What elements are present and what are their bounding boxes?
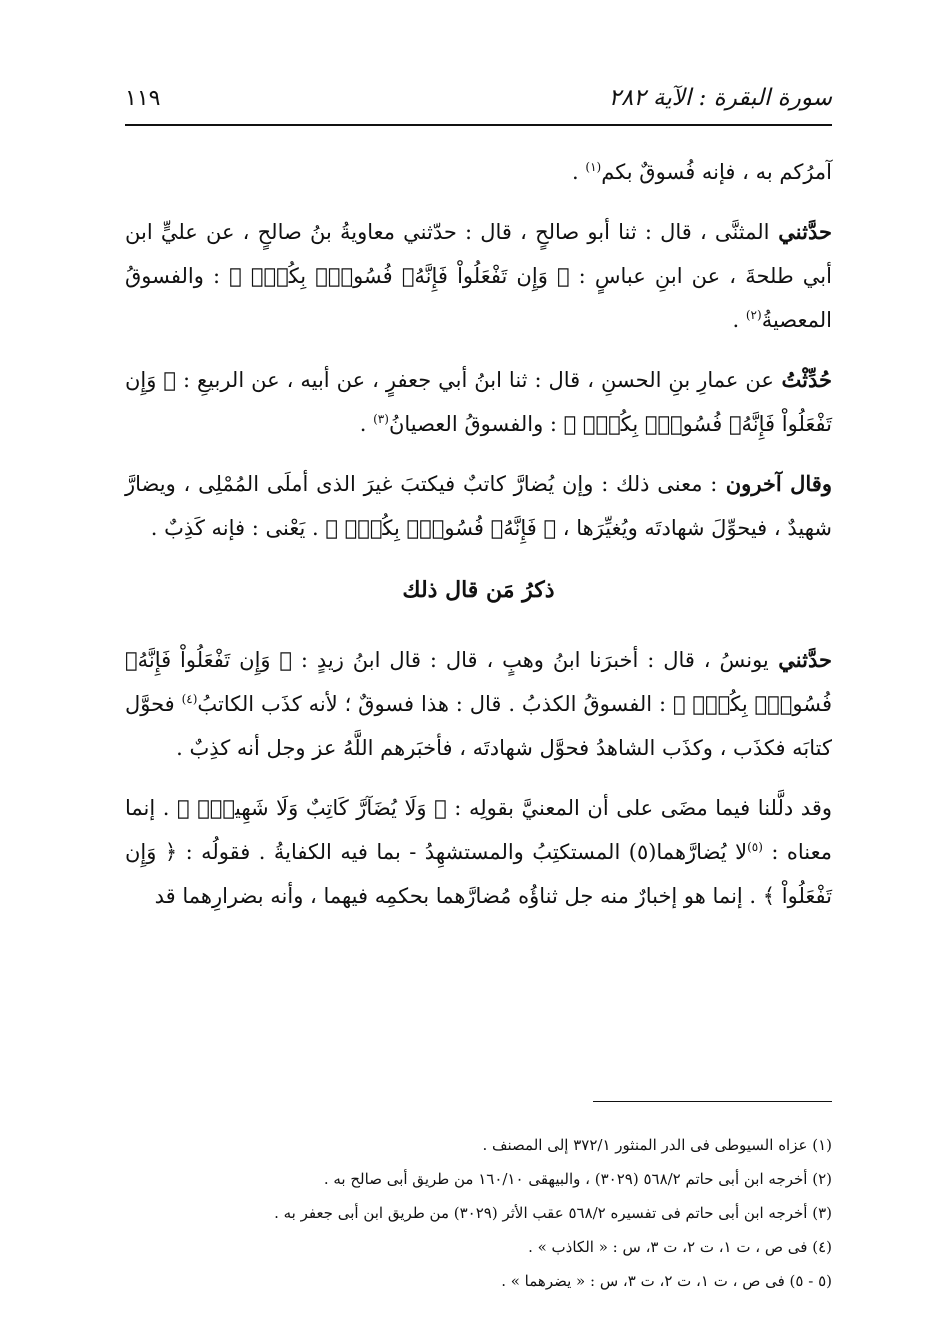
- footnote: (٥ - ٥) فى ص ، ت ١، ت ٢، ت ٣، س : « يضرهما » .: [501, 1272, 832, 1290]
- paragraph: [125, 462, 832, 550]
- footnote-rule: [593, 1101, 832, 1102]
- paragraph-text: وقد دلَّلنا فيما مضَى على أن المعنيَّ بقولِه : ﴿ وَلَا يُضَآرَّ كَاتِبٌ وَلَا شَهِيدٌۚ ﴾ . إنما معناه :: [125, 796, 832, 864]
- paragraph-text: المثنَّى ، قال : ثنا أبو صالحٍ ، قال : حدّثني معاويةُ بنُ صالحٍ ، عن عليٍّ ابن أبي طلحةَ ، عن ابنِ عباسٍ : ﴿ وَإِن تَفْعَلُواْ فَإِنَّهُۥ فُسُوقٌۢ بِكُمْۗ ﴾ : والفسوقُ المعصيةُ: [125, 220, 832, 332]
- paragraph-tail: .: [732, 308, 746, 332]
- paragraph: [125, 358, 832, 446]
- paragraph-tail: فحوَّل كتابَه فكذَب ، وكذَب الشاهدُ فحوَّل شهادتَه ، فأخبَرهم اللَّهُ عز وجل أنه كذِبٌ .: [125, 692, 832, 760]
- page-header: [125, 78, 832, 118]
- paragraph-lead: حدَّثني: [769, 219, 832, 244]
- footnote-mark: (٥): [747, 840, 763, 854]
- paragraph: [125, 150, 832, 194]
- paragraph-text: : معنى ذلك : وإن يُضارَّ كاتبٌ فيكتبَ غيرَ الذى أملَى المُمْلِى ، ويضارَّ شهيدٌ ، فيحوِّلَ شهادتَه ويُغيِّرَها ، ﴿ فَإِنَّهُۥ فُسُوقٌۢ بِكُمْۗ ﴾ . يَعْنى : فإنه كَذِبٌ .: [125, 472, 832, 540]
- page-number: ١١٩: [125, 85, 161, 111]
- footnotes: [125, 1128, 832, 1298]
- paragraph: [125, 638, 832, 770]
- paragraph-lead: حُدِّثْتُ: [773, 367, 832, 392]
- paragraph: [125, 786, 832, 918]
- footnote-mark: (٣): [373, 412, 389, 426]
- paragraph-tail: .: [359, 412, 374, 436]
- footnote: (٣) أخرجه ابن أبى حاتم فى تفسيره ٥٦٨/٢ عقب الأثر (٣٠٢٩) من طريق ابن أبى جعفر به .: [274, 1204, 832, 1222]
- main-text: [125, 150, 832, 934]
- footnote: (٤) فى ص ، ت ١، ت ٢، ت ٣، س : « الكاذب » .: [528, 1238, 832, 1256]
- section-heading: ذكرُ مَن قال ذلك: [402, 577, 555, 603]
- paragraph: [125, 210, 832, 342]
- paragraph-text: يونسُ ، قال : أخبرَنا ابنُ وهبٍ ، قال : قال ابنُ زيدٍ : ﴿ وَإِن تَفْعَلُواْ فَإِنَّهُۥ فُسُوقٌۢ بِكُمْۗ ﴾ : الفسوقُ الكذبُ . قال : هذا فسوقٌ ؛ لأنه كذَب الكاتبُ: [125, 648, 832, 716]
- footnote-mark: (٢): [745, 308, 762, 322]
- paragraph-tail: .: [572, 160, 586, 184]
- paragraph-lead: حدَّثني: [768, 647, 832, 672]
- footnote: (٢) أخرجه ابن أبى حاتم ٥٦٨/٢ (٣٠٢٩) ، والبيهقى ١٦٠/١٠ من طريق أبى صالح به .: [323, 1170, 832, 1188]
- footnote-mark: (٤): [181, 692, 198, 706]
- running-head: سورة البقرة : الآية ٢٨٢: [608, 85, 832, 111]
- paragraph-text: آمرُكم به ، فإنه فُسوقٌ بكم: [601, 160, 832, 184]
- paragraph-tail: لا يُضارَّهما(٥) المستكتِبُ والمستشهِدُ - بما فيه الكفايةُ . فقولُه : ﴿ وَإِن تَفْعَلُواْ ﴾ . إنما هو إخبارٌ منه جل ثناؤُه مُضارَّهما بحكمِه فيهما ، وأنه بضرارِهما قد: [125, 840, 832, 908]
- footnote: (١) عزاه السيوطى فى الدر المنثور ٣٧٢/١ إلى المصنف .: [482, 1136, 832, 1154]
- paragraph-text: عن عمارِ بنِ الحسنِ ، قال : ثنا ابنُ أبي جعفرٍ ، عن أبيه ، عن الربيعِ : ﴿ وَإِن تَفْعَلُواْ فَإِنَّهُۥ فُسُوقٌۢ بِكُمْۗ ﴾ : والفسوقُ العصيانُ: [125, 368, 832, 436]
- paragraph-lead: وقال آخرون: [717, 471, 832, 496]
- footnote-mark: (١): [585, 160, 602, 174]
- header-rule: [125, 124, 832, 126]
